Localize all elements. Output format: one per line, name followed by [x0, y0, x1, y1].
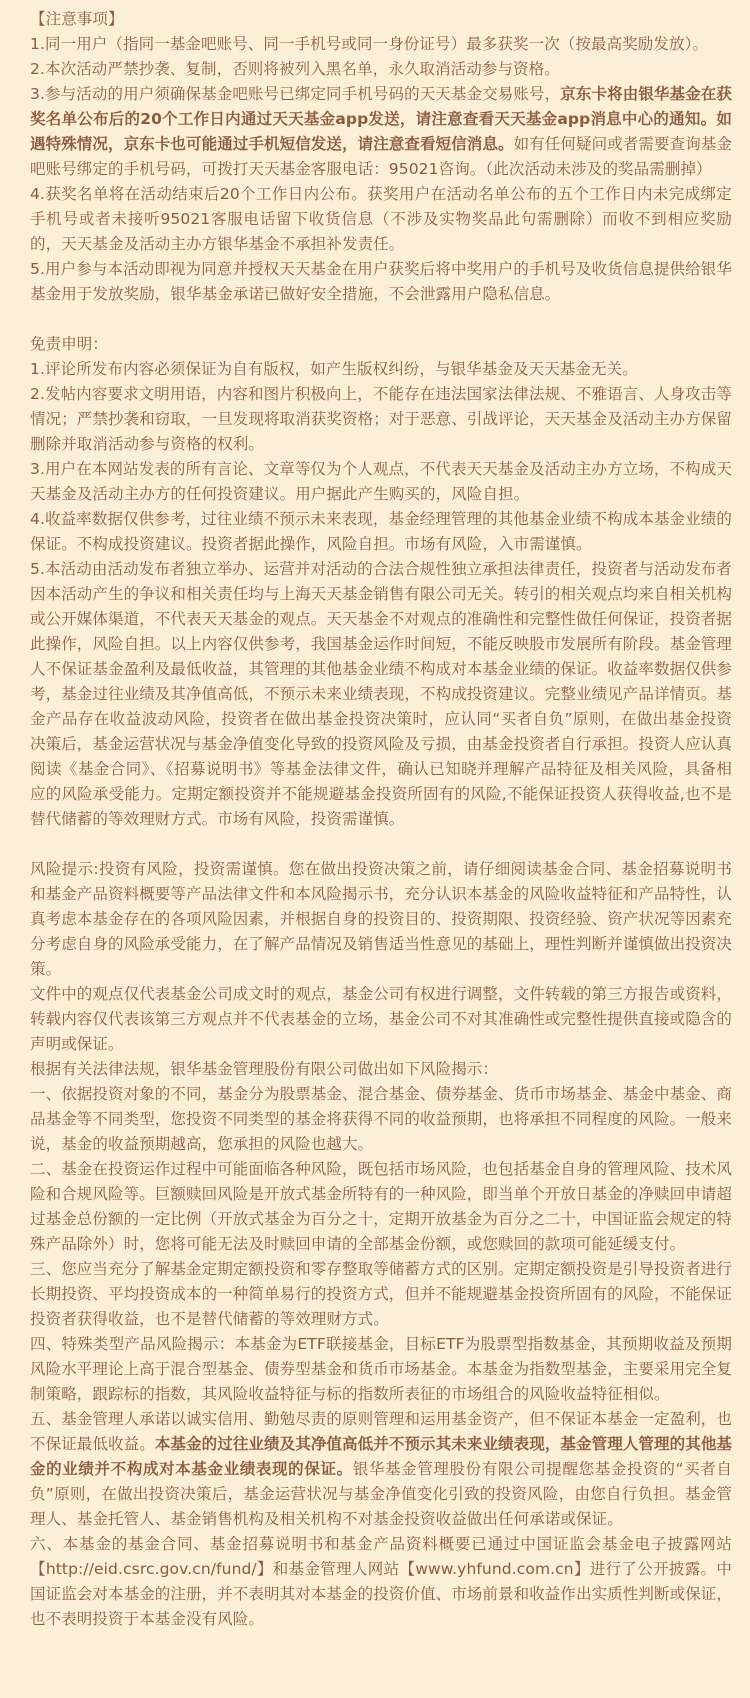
notice-item-3-suffix: 如有任何疑问或者需要查询基金吧账号绑定的手机号码，可拨打天天基金客服电话：95021咨询。（此次活动未涉及的奖品需删掉） [30, 135, 733, 178]
notice-item-3 [30, 82, 732, 182]
notice-item-2: 2.本次活动严禁抄袭、复制，否则将被列入黑名单，永久取消活动参与资格。 [30, 60, 560, 78]
disclaimer-item-5: 5.本活动由活动发布者独立举办、运营并对活动的合法合规性独立承担法律责任，投资者与活动发布者因本活动产生的争议和相关责任均与上海天天基金销售有限公司无关。转引的相关观点均来自相关机构或公开媒体渠道，不代表天天基金的观点。天天基金不对观点的准确性和完整性做任何保证，投资者据此操作，风险自担。以上内容仅供参考，我国基金运作时间短，不能反映股市发展所有阶段。基金管理人不保证基金盈利及最低收益，其管理的其他基金业绩不构成对本基金业绩的保证。收益率数据仅供参考，基金过往业绩及其净值高低，不预示未来业绩表现，不构成投资建议。完整业绩见产品详情页。基金产品存在收益波动风险，投资者在做出基金投资决策时，应认同“买者自负”原则，在做出基金投资决策后，基金运营状况与基金净值变化导致的投资风险及亏损，由基金投资者自行承担。投资人应认真阅读《基金合同》、《招募说明书》等基金法律文件，确认已知晓并理解产品特征及相关风险，具备相应的风险承受能力。定期定额投资并不能规避基金投资所固有的风险,不能保证投资人获得收益,也不是替代储蓄的等效理财方式。市场有风险，投资需谨慎。 [30, 560, 733, 828]
notice-section [30, 7, 732, 307]
disclaimer-item-4: 4.收益率数据仅供参考，过往业绩不预示未来表现，基金经理管理的其他基金业绩不构成本基金业绩的保证。不构成投资建议。投资者据此操作，风险自担。市场有风险，入市需谨慎。 [30, 510, 732, 553]
risk-paragraph: 三、您应当充分了解基金定期定额投资和零存整取等储蓄方式的区别。定期定额投资是引导投资者进行长期投资、平均投资成本的一种简单易行的投资方式，但并不能规避基金投资所固有的风险，不能保证投资者获得收益，也不是替代储蓄的等效理财方式。 [30, 1260, 733, 1328]
risk-item-5-prefix: 五、基金管理人承诺以诚实信用、勤勉尽责的原则管理和运用基金资产，但不保证本基金一定盈利，也不保证最低收益。 [30, 1410, 733, 1453]
notice-item-3-prefix: 3.参与活动的用户须确保基金吧账号已绑定同手机号码的天天基金交易账号， [30, 85, 561, 103]
section-spacer [30, 307, 732, 332]
section-spacer [30, 832, 732, 857]
notice-item-4: 4.获奖名单将在活动结束后20个工作日内公布。获奖用户在活动名单公布的五个工作日内未完成绑定手机号或者未接听95021客服电话留下收货信息（不涉及实物奖品此句需删除）而收不到相应奖励的，天天基金及活动主办方银华基金不承担补发责任。 [30, 185, 732, 253]
disclaimer-title: 免责申明： [30, 335, 109, 353]
risk-paragraph: 四、特殊类型产品风险揭示：本基金为ETF联接基金，目标ETF为股票型指数基金，其预期收益及预期风险水平理论上高于混合型基金、债券型基金和货币市场基金。本基金为指数型基金，主要采用完全复制策略，跟踪标的指数，其风险收益特征与标的指数所表征的市场组合的风险收益特征相似。 [30, 1335, 733, 1403]
notice-item-1: 1.同一用户（指同一基金吧账号、同一手机号或同一身份证号）最多获奖一次（按最高奖励发放）。 [30, 35, 709, 53]
disclaimer-item-3: 3.用户在本网站发表的所有言论、文章等仅为个人观点，不代表天天基金及活动主办方立场，不构成天天基金及活动主办方的任何投资建议。用户据此产生购买的，风险自担。 [30, 460, 732, 503]
notice-item-5: 5.用户参与本活动即视为同意并授权天天基金在用户获奖后将中奖用户的手机号及收货信息提供给银华基金用于发放奖励，银华基金承诺已做好安全措施，不会泄露用户隐私信息。 [30, 260, 732, 303]
risk-item-5-bold: 本基金的过往业绩及其净值高低并不预示其未来业绩表现，基金管理人管理的其他基金的业绩并不构成对本基金业绩表现的保证。 [30, 1435, 733, 1478]
notice-item-3-bold: 京东卡将由银华基金在获奖名单公布后的20个工作日内通过天天基金app发送，请注意查看天天基金app消息中心的通知。如遇特殊情况，京东卡也可能通过手机短信发送，请注意查看短信消息。 [30, 85, 732, 153]
notice-title: 【注意事项】 [30, 10, 124, 28]
risk-paragraph: 二、基金在投资运作过程中可能面临各种风险，既包括市场风险，也包括基金自身的管理风险、技术风险和合规风险等。巨额赎回风险是开放式基金所特有的一种风险，即当单个开放日基金的净赎回申请超过基金总份额的一定比例（开放式基金为百分之十，定期开放基金为百分之二十，中国证监会规定的特殊产品除外）时，您将可能无法及时赎回申请的全部基金份额，或您赎回的款项可能延缓支付。 [30, 1160, 733, 1253]
risk-item-6: 六、本基金的基金合同、基金招募说明书和基金产品资料概要已通过中国证监会基金电子披露网站【http://eid.csrc.gov.cn/fund/】和基金管理人网站【www.yhfund.com.cn】进行了公开披露。中国证监会对本基金的注册，并不表明其对本基金的投资价值、市场前景和收益作出实质性判断或保证，也不表明投资于本基金没有风险。 [30, 1535, 733, 1628]
risk-paragraph: 根据有关法律法规，银华基金管理股份有限公司做出如下风险揭示： [30, 1060, 499, 1078]
risk-paragraph: 风险提示:投资有风险，投资需谨慎。您在做出投资决策之前，请仔细阅读基金合同、基金招募说明书和基金产品资料概要等产品法律文件和本风险揭示书，充分认识本基金的风险收益特征和产品特性，认真考虑本基金存在的各项风险因素，并根据自身的投资目的、投资期限、投资经验、资产状况等因素充分考虑自身的风险承受能力，在了解产品情况及销售适当性意见的基础上，理性判断并谨慎做出投资决策。 [30, 860, 733, 978]
risk-paragraph: 一、依据投资对象的不同，基金分为股票基金、混合基金、债券基金、货币市场基金、基金中基金、商品基金等不同类型，您投资不同类型的基金将获得不同的收益预期，也将承担不同程度的风险。一般来说，基金的收益预期越高，您承担的风险也越大。 [30, 1085, 733, 1153]
risk-item-5 [30, 1407, 732, 1532]
disclaimer-item-2: 2.发帖内容要求文明用语，内容和图片积极向上，不能存在违法国家法律法规、不雅语言、人身攻击等情况；严禁抄袭和窃取，一旦发现将取消获奖资格；对于恶意、引战评论，天天基金及活动主办方保留删除并取消活动参与资格的权利。 [30, 385, 733, 453]
disclaimer-section [30, 332, 732, 832]
risk-item-5-suffix: 银华基金管理股份有限公司提醒您基金投资的“买者自负”原则，在做出投资决策后，基金运营状况与基金净值变化引致的投资风险，由您自行负担。基金管理人、基金托管人、基金销售机构及相关机构不对基金投资收益做出任何承诺或保证。 [30, 1460, 732, 1528]
risk-section [30, 857, 732, 1632]
disclaimer-item-1: 1.评论所发布内容必须保证为自有版权，如产生版权纠纷，与银华基金及天天基金无关。 [30, 360, 638, 378]
risk-paragraph: 文件中的观点仅代表基金公司成文时的观点，基金公司有权进行调整，文件转载的第三方报告或资料，转载内容仅代表该第三方观点并不代表基金的立场，基金公司不对其准确性或完整性提供直接或隐含的声明或保证。 [30, 985, 733, 1053]
